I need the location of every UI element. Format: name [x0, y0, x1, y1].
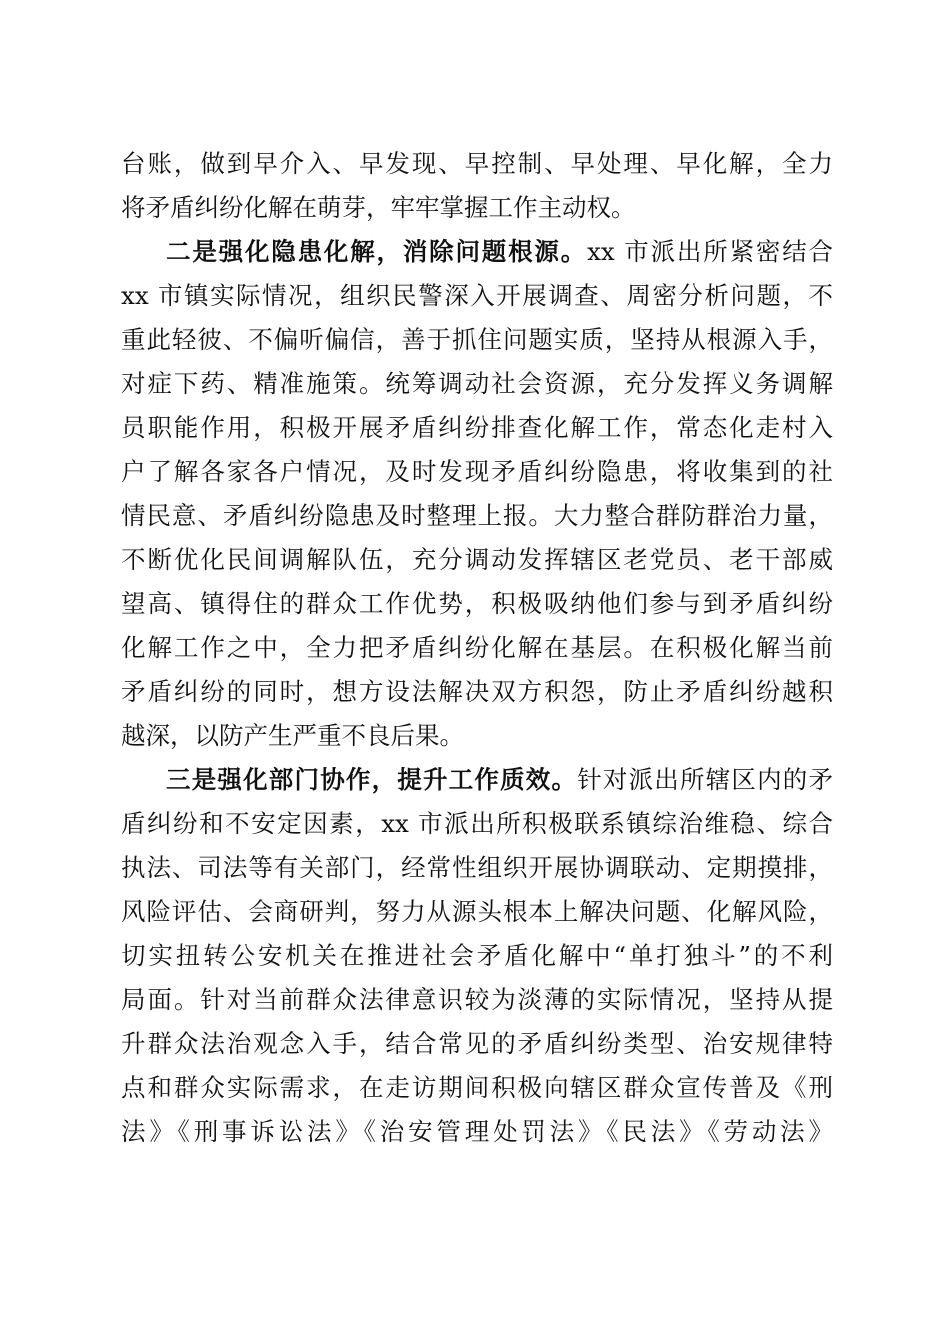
paragraph-first-line-text: xx 市派出所紧密结合	[587, 237, 834, 266]
body-text-line: 执法、司法等有关部门，经常性组织开展协调联动、定期摸排，	[121, 853, 833, 882]
body-text-line: xx 市镇实际情况，组织民警深入开展调查、周密分析问题，不	[121, 281, 833, 310]
body-text-line: 将矛盾纠纷化解在萌芽，牢牢掌握工作主动权。	[121, 193, 636, 222]
body-text-line: 矛盾纠纷的同时，想方设法解决双方积怨，防止矛盾纠纷越积	[121, 677, 833, 706]
body-text-line: 法》《刑事诉讼法》《治安管理处罚法》《民法》《劳动法》	[121, 1117, 833, 1146]
body-text-line: 情民意、矛盾纠纷隐患及时整理上报。大力整合群防群治力量，	[121, 501, 833, 530]
body-text-line: 望高、镇得住的群众工作优势，积极吸纳他们参与到矛盾纠纷	[121, 589, 833, 618]
body-text-line: 局面。针对当前群众法律意识较为淡薄的实际情况，坚持从提	[121, 985, 833, 1014]
body-text-line: 化解工作之中，全力把矛盾纠纷化解在基层。在积极化解当前	[121, 633, 833, 662]
body-text-line: 员职能作用，积极开展矛盾纠纷排查化解工作，常态化走村入	[121, 413, 833, 442]
body-text-line: 户了解各家各户情况，及时发现矛盾纠纷隐患，将收集到的社	[121, 457, 833, 486]
body-text-line: 风险评估、会商研判，努力从源头根本上解决问题、化解风险，	[121, 897, 833, 926]
body-text-line: 切实扭转公安机关在推进社会矛盾化解中“单打独斗”的不利	[121, 941, 833, 970]
body-text-line: 对症下药、精准施策。统筹调动社会资源，充分发挥义务调解	[121, 369, 833, 398]
paragraph-first-line	[166, 757, 833, 803]
body-text-line: 重此轻彼、不偏听偏信，善于抓住问题实质，坚持从根源入手，	[121, 325, 833, 354]
body-text-line: 点和群众实际需求，在走访期间积极向辖区群众宣传普及《刑	[121, 1073, 833, 1102]
body-text-line: 盾纠纷和不安定因素，xx 市派出所积极联系镇综治维稳、综合	[121, 809, 833, 838]
paragraph-first-line-text: 针对派出所辖区内的矛	[577, 765, 834, 794]
paragraph-first-line	[166, 229, 833, 275]
body-text-line: 不断优化民间调解队伍，充分调动发挥辖区老党员、老干部威	[121, 545, 833, 574]
body-text-line: 台账，做到早介入、早发现、早控制、早处理、早化解，全力	[121, 149, 833, 178]
paragraph-lead-heading: 二是强化隐患化解，消除问题根源。	[166, 237, 588, 266]
body-text-line: 升群众法治观念入手，结合常见的矛盾纠纷类型、治安规律特	[121, 1029, 833, 1058]
paragraph-lead-heading: 三是强化部门协作，提升工作质效。	[166, 765, 578, 794]
body-text-line: 越深，以防产生严重不良后果。	[121, 721, 464, 750]
